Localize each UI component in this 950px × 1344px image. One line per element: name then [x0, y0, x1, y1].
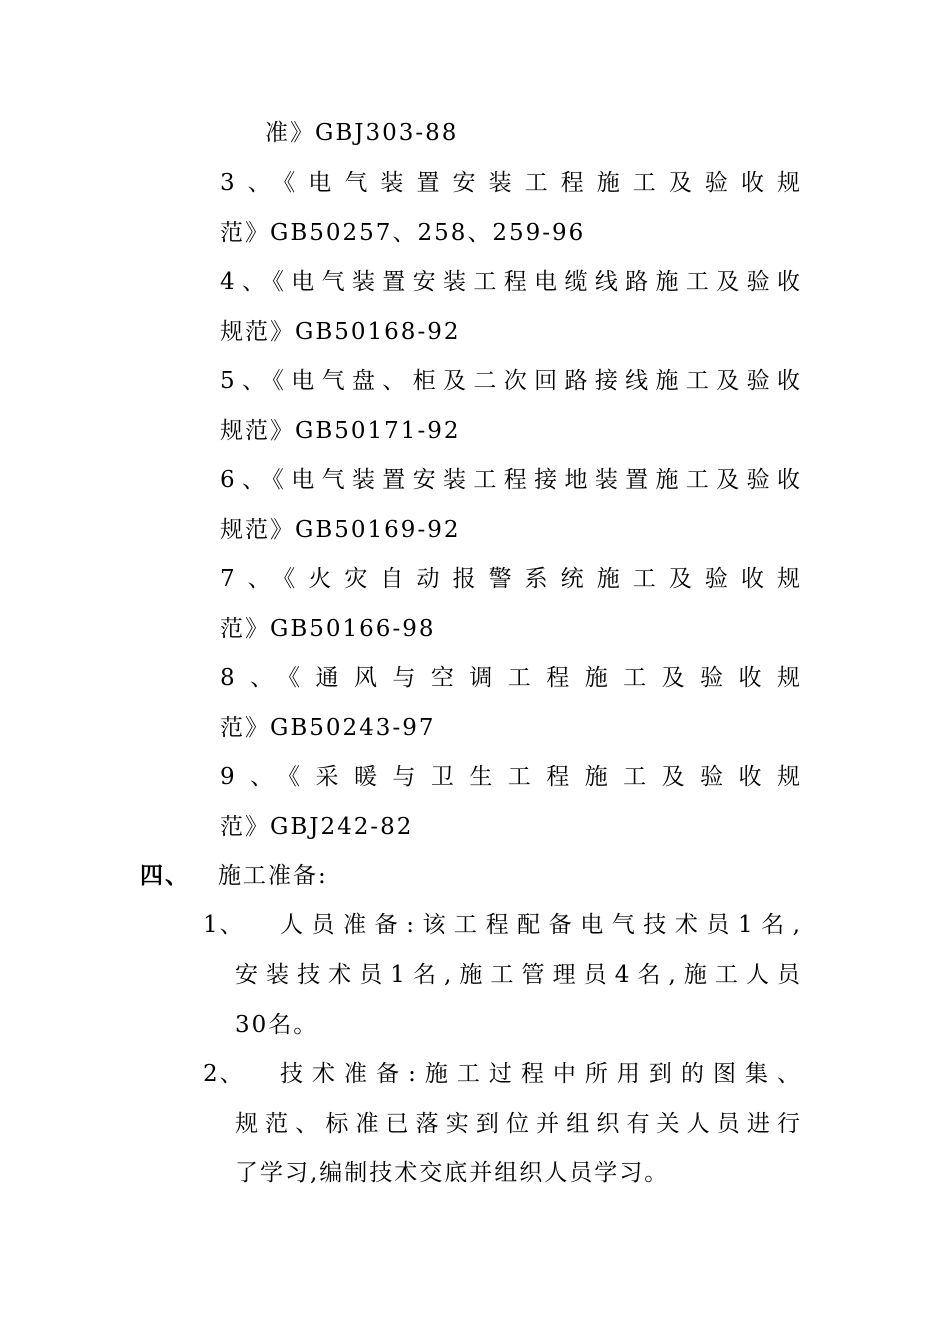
prep-item-1-line-3: 30名。	[235, 1012, 319, 1038]
standard-5-continuation: 规范》GB50171-92	[220, 418, 461, 444]
standard-4-heading: 4、《电气装置安装工程电缆线路施工及验收	[220, 269, 802, 295]
prep-item-2-line-1: 技术准备:施工过程中所用到的图集、	[280, 1061, 802, 1087]
standard-7-continuation: 范》GB50166-98	[220, 616, 436, 642]
prep-item-2-number: 2、	[203, 1061, 245, 1087]
prep-item-2-line-3: 了学习,编制技术交底并组织人员学习。	[235, 1160, 670, 1186]
standard-5-heading: 5、《电气盘、柜及二次回路接线施工及验收	[220, 368, 802, 394]
standard-9-continuation: 范》GBJ242-82	[220, 814, 414, 840]
section-title: 施工准备:	[218, 863, 328, 889]
standard-6-heading: 6、《电气装置安装工程接地装置施工及验收	[220, 467, 802, 493]
standard-3-continuation: 范》GB50257、258、259-96	[220, 220, 586, 246]
standard-6-continuation: 规范》GB50169-92	[220, 517, 461, 543]
standard-8-continuation: 范》GB50243-97	[220, 715, 436, 741]
prep-item-2-line-2: 规范、标准已落实到位并组织有关人员进行	[235, 1111, 802, 1137]
prep-item-1-line-1: 人员准备:该工程配备电气技术员1名,	[280, 912, 802, 938]
prep-item-1-number: 1、	[203, 912, 245, 938]
section-number: 四、	[140, 862, 190, 889]
standard-3-heading: 3、《电气装置安装工程施工及验收规	[220, 170, 802, 196]
standard-9-heading: 9、《采暖与卫生工程施工及验收规	[220, 764, 802, 790]
standard-8-heading: 8、《通风与空调工程施工及验收规	[220, 665, 802, 691]
standard-7-heading: 7、《火灾自动报警系统施工及验收规	[220, 566, 802, 592]
standard-2-continuation: 准》GBJ303-88	[265, 120, 459, 146]
standard-4-continuation: 规范》GB50168-92	[220, 319, 461, 345]
prep-item-1-line-2: 安装技术员1名,施工管理员4名,施工人员	[235, 962, 802, 988]
